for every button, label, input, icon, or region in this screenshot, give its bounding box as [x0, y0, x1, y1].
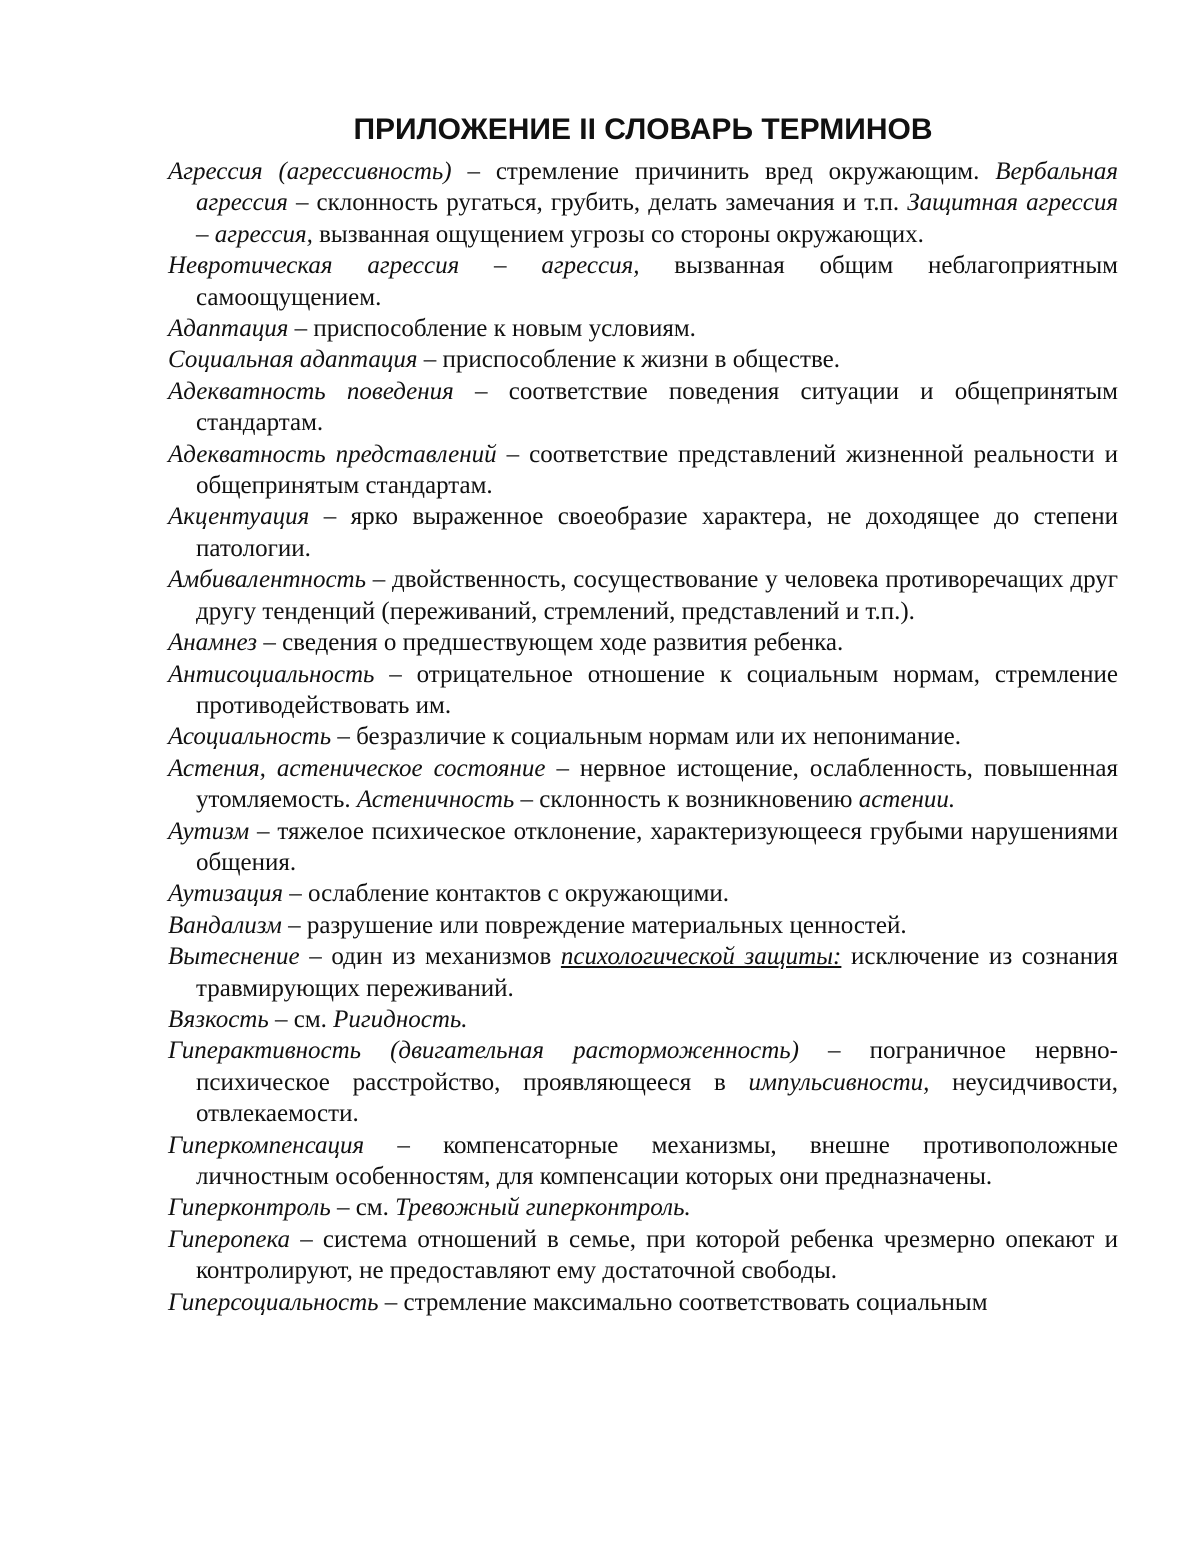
- term-text: Социальная адаптация: [168, 346, 418, 374]
- definition-text: – система отношений в семье, при которой ребенка чрезмерно опекают и контролируют, не предоставляют ему достаточной свободы.: [196, 1225, 1118, 1285]
- definition-text: вызванная ощущением угрозы со стороны окружающих.: [312, 220, 924, 248]
- term-text: Ригидность.: [333, 1005, 468, 1033]
- definition-text: – отрицательное отношение к социальным нормам, стремление противодействовать им.: [196, 660, 1118, 719]
- definition-text: неусидчивости, отвлекаемости.: [196, 1068, 1119, 1128]
- term-text: Асоциальность: [168, 723, 332, 751]
- definition-text: – безразличие к социальным нормам или их непонимание.: [331, 723, 961, 751]
- glossary-entry: [168, 941, 1118, 1004]
- glossary-entry: [168, 721, 1118, 752]
- term-text: Тревожный гиперконтроль.: [395, 1194, 691, 1222]
- definition-text: – склонность к возникновению: [514, 786, 859, 814]
- glossary-entry: [168, 1224, 1118, 1287]
- glossary-entry: [168, 627, 1118, 658]
- glossary-entry: [168, 313, 1118, 344]
- definition-text: – см.: [330, 1194, 396, 1222]
- term-text: Защитная агрессия – агрессия,: [196, 189, 1118, 248]
- glossary-entry: [168, 250, 1118, 313]
- definition-text: – пограничное нервно-психическое расстройство, проявляющееся в: [196, 1037, 1118, 1096]
- glossary-entry: [168, 376, 1118, 439]
- glossary-entry: [168, 439, 1118, 502]
- definition-text: – соответствие поведения ситуации и общепринятым стандартам.: [196, 377, 1119, 437]
- term-text: Гиперсоциальность: [168, 1288, 379, 1316]
- term-text: Адекватность представлений: [168, 440, 497, 468]
- term-text: Амбивалентность: [168, 566, 366, 594]
- term-text: психологической защиты:: [560, 943, 842, 971]
- definition-text: вызванная общим неблагоприятным самоощущением.: [196, 252, 1118, 311]
- glossary-entry: [168, 659, 1118, 722]
- term-text: Гиперактивность (двигательная расторможенность): [168, 1037, 799, 1065]
- definition-text: – стремление максимально соответствовать социальным: [378, 1288, 988, 1316]
- definition-text: – нервное истощение, ослабленность, повышенная утомляемость.: [196, 754, 1118, 814]
- term-text: Вытеснение: [168, 943, 300, 971]
- glossary-entry: [168, 1035, 1118, 1129]
- glossary-entry: [168, 910, 1118, 941]
- term-text: Аутизм: [168, 817, 250, 845]
- definition-text: – двойственность, сосуществование у человека противоречащих друг другу тенденций (переживаний, стремлений, представлений и т.п.).: [196, 566, 1118, 625]
- glossary-entry: [168, 1004, 1118, 1035]
- glossary-list: [168, 156, 1118, 1318]
- term-text: Вандализм: [168, 911, 282, 939]
- term-text: Агрессия (агрессивность): [168, 158, 452, 185]
- term-text: Вербальная агрессия: [196, 158, 1118, 217]
- glossary-entry: [168, 501, 1118, 564]
- definition-text: – приспособление к новым условиям.: [288, 315, 696, 343]
- definition-text: – разрушение или повреждение материальных ценностей.: [281, 911, 907, 939]
- glossary-entry: [168, 753, 1118, 816]
- term-text: Акцентуация: [168, 503, 310, 531]
- definition-text: – стремление причинить вред окружающим.: [451, 158, 996, 185]
- term-text: Адаптация: [168, 315, 289, 343]
- term-text: Астеничность: [356, 786, 515, 814]
- term-text: Адекватность поведения: [168, 377, 454, 405]
- term-text: Невротическая агрессия – агрессия,: [168, 252, 640, 280]
- definition-text: – тяжелое психическое отклонение, характеризующееся грубыми нарушениями общения.: [196, 817, 1118, 876]
- definition-text: – см.: [268, 1005, 334, 1033]
- glossary-entry: [168, 878, 1118, 909]
- term-text: Аутизация: [168, 880, 283, 908]
- term-text: Вязкость: [168, 1005, 269, 1033]
- definition-text: – ярко выраженное своеобразие характера, не доходящее до степени патологии.: [196, 503, 1118, 562]
- glossary-entry: [168, 1130, 1118, 1193]
- glossary-entry: [168, 156, 1118, 250]
- definition-text: – сведения о предшествующем ходе развития ребенка.: [257, 629, 844, 657]
- definition-text: – ослабление контактов с окружающими.: [282, 880, 730, 908]
- page-title: ПРИЛОЖЕНИЕ II СЛОВАРЬ ТЕРМИНОВ: [353, 113, 933, 146]
- term-text: Астения, астеническое состояние: [168, 754, 546, 782]
- definition-text: – склонность ругаться, грубить, делать замечания и т.п.: [287, 189, 908, 217]
- glossary-entry: [168, 564, 1118, 627]
- glossary-entry: [168, 816, 1118, 879]
- document-page: [168, 108, 1118, 1318]
- term-text: Гиперконтроль: [168, 1194, 331, 1222]
- term-text: Гиперкомпенсация: [168, 1131, 365, 1159]
- definition-text: – соответствие представлений жизненной реальности и общепринятым стандартам.: [196, 440, 1118, 500]
- glossary-entry: [168, 344, 1118, 375]
- term-text: Гиперопека: [168, 1225, 291, 1253]
- definition-text: исключение из сознания травмирующих переживаний.: [196, 943, 1118, 1002]
- term-text: Антисоциальность: [168, 660, 375, 688]
- term-text: астении.: [858, 786, 956, 814]
- glossary-entry: [168, 1287, 1118, 1318]
- term-text: импульсивности,: [748, 1068, 930, 1096]
- definition-text: – компенсаторные механизмы, внешне противоположные личностным особенностям, для компенсации которых они предназначены.: [196, 1131, 1118, 1190]
- glossary-entry: [168, 1192, 1118, 1223]
- term-text: Анамнез: [168, 629, 258, 657]
- definition-text: – приспособление к жизни в обществе.: [417, 346, 840, 374]
- definition-text: – один из механизмов: [299, 943, 561, 971]
